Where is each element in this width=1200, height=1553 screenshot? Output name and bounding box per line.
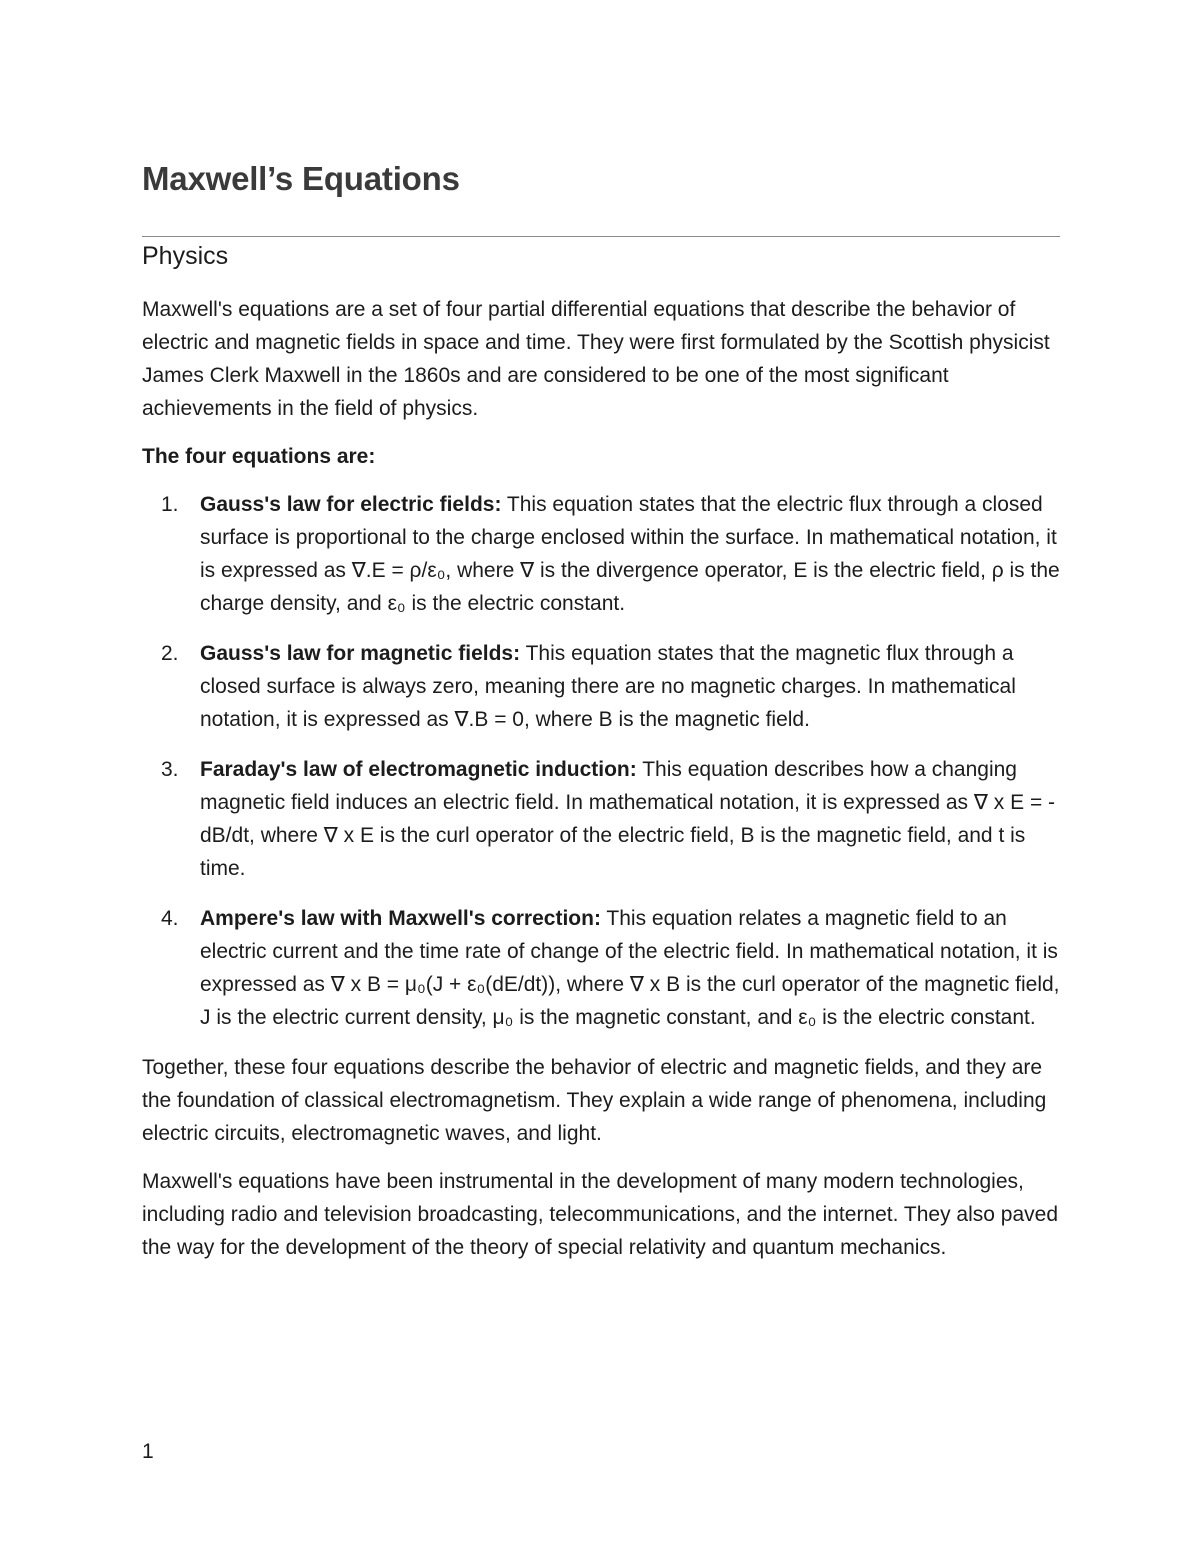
- list-item-number: 3.: [161, 758, 179, 781]
- equation-item-3: [142, 753, 1060, 885]
- equation-name: Faraday's law of electromagnetic induction:: [200, 758, 637, 781]
- equation-description: This equation relates a magnetic field to an electric current and the time rate of change of the electric field. In mathematical notation, it is expressed as ∇ x B = μ₀(J + ε₀(dE/dt)), where ∇ x B is the curl operator of the magnetic field, J is the electric current density, μ₀ is the magnetic constant, and ε₀ is the electric constant.: [200, 907, 1060, 1029]
- list-intro: The four equations are:: [142, 445, 376, 468]
- page-number: 1: [142, 1440, 154, 1463]
- equation-description: This equation states that the magnetic flux through a closed surface is always zero, meaning there are no magnetic charges. In mathematical notation, it is expressed as ∇.B = 0, where B is the magnetic field.: [200, 642, 1016, 731]
- list-item-number: 1.: [161, 493, 179, 516]
- intro-paragraph: Maxwell's equations are a set of four partial differential equations that describe the behavior of electric and magnetic fields in space and time. They were first formulated by the Scottish physicist James Clerk Maxwell in the 1860s and are considered to be one of the most significant achievements in the field of physics.: [142, 298, 1050, 420]
- document-body: [142, 293, 1060, 1279]
- equation-item-1: [142, 488, 1060, 620]
- equation-item-2: [142, 637, 1060, 736]
- equation-description: This equation states that the electric flux through a closed surface is proportional to the charge enclosed within the surface. In mathematical notation, it is expressed as ∇.E = ρ/ε₀, where ∇ is the divergence operator, E is the electric field, ρ is the charge density, and ε₀ is the electric constant.: [200, 493, 1060, 615]
- equation-item-4: [142, 902, 1060, 1034]
- list-item-number: 4.: [161, 907, 179, 930]
- conclusion-paragraph-1: Together, these four equations describe the behavior of electric and magnetic fields, and they are the foundation of classical electromagnetism. They explain a wide range of phenomena, including electric circuits, electromagnetic waves, and light.: [142, 1056, 1047, 1145]
- document-page: [142, 0, 1060, 1553]
- document-title: Maxwell’s Equations: [142, 160, 460, 197]
- conclusion-paragraph-2: Maxwell's equations have been instrumental in the development of many modern technologies, including radio and television broadcasting, telecommunications, and the internet. They also paved the way for the development of the theory of special relativity and quantum mechanics.: [142, 1170, 1059, 1259]
- equation-description: This equation describes how a changing magnetic field induces an electric field. In mathematical notation, it is expressed as ∇ x E = -dB/dt, where ∇ x E is the curl operator of the electric field, B is the magnetic field, and t is time.: [200, 758, 1056, 880]
- equations-list: [142, 488, 1060, 1034]
- list-item-number: 2.: [161, 642, 179, 665]
- equation-name: Gauss's law for magnetic fields:: [200, 642, 521, 665]
- equation-name: Gauss's law for electric fields:: [200, 493, 502, 516]
- section-heading: Physics: [142, 242, 229, 270]
- equation-name: Ampere's law with Maxwell's correction:: [200, 907, 601, 930]
- title-divider: [142, 236, 1060, 237]
